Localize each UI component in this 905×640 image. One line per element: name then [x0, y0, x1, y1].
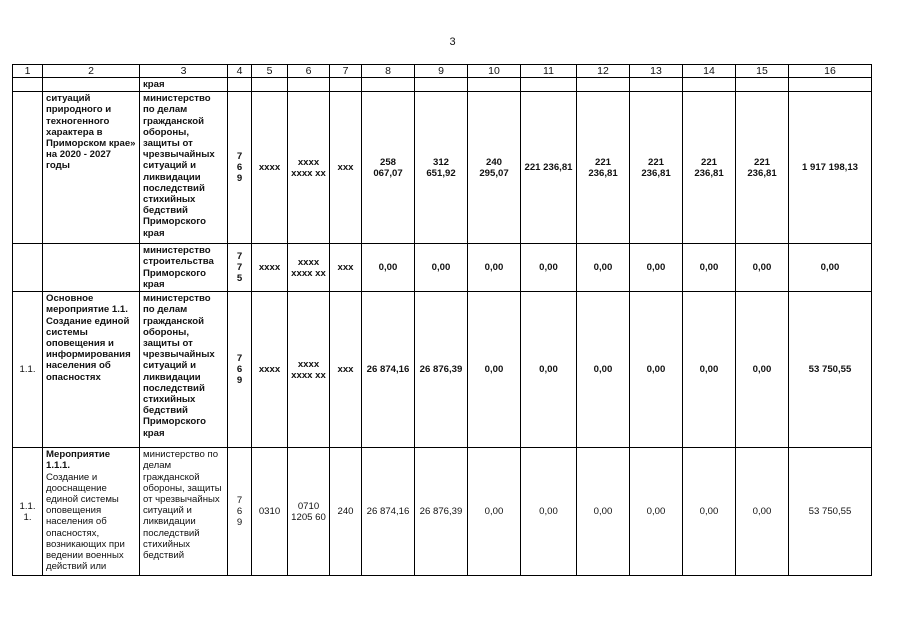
total-value-cell: 1 917 198,13 — [789, 92, 872, 244]
grbs-digit: 7 — [236, 150, 243, 162]
grbs-code-cell — [228, 244, 252, 292]
table-row — [13, 244, 872, 292]
section-code-cell: 0310 — [252, 448, 288, 576]
year-value-cell: 0,00 — [468, 448, 521, 576]
header-cell: 7 — [330, 65, 362, 78]
year-value-cell: 0,00 — [468, 292, 521, 448]
header-cell: 14 — [683, 65, 736, 78]
table-row — [13, 92, 872, 244]
header-cell: 6 — [288, 65, 330, 78]
year-value-cell — [415, 78, 468, 92]
header-cell: 12 — [577, 65, 630, 78]
year-value-cell: 0,00 — [683, 292, 736, 448]
year-value-cell: 0,00 — [415, 244, 468, 292]
year-value-cell: 221 236,81 — [736, 92, 789, 244]
header-cell: 5 — [252, 65, 288, 78]
grbs-digit: 7 — [236, 250, 243, 262]
grbs-digit: 9 — [236, 375, 243, 387]
header-cell: 3 — [140, 65, 228, 78]
year-value-cell: 0,00 — [577, 448, 630, 576]
executor-cell: министерство по делам гражданской обороны, защиты от чрезвычайных ситуаций и ликвидации последствий стихийных бедствий — [140, 448, 228, 576]
grbs-digit: 7 — [236, 494, 243, 506]
year-value-cell: 221 236,81 — [577, 92, 630, 244]
target-code-cell: хххх хххх хх — [288, 244, 330, 292]
grbs-digit: 9 — [236, 173, 243, 185]
expense-type-cell: ххх — [330, 244, 362, 292]
header-cell: 9 — [415, 65, 468, 78]
year-value-cell: 0,00 — [736, 244, 789, 292]
grbs-code-cell — [228, 292, 252, 448]
year-value-cell: 0,00 — [630, 448, 683, 576]
table-row — [13, 292, 872, 448]
expense-type-cell: 240 — [330, 448, 362, 576]
expense-type-cell — [330, 78, 362, 92]
header-cell: 11 — [521, 65, 577, 78]
total-value-cell: 53 750,55 — [789, 448, 872, 576]
year-value-cell: 0,00 — [468, 244, 521, 292]
grbs-digit: 7 — [236, 262, 243, 274]
executor-cell: края — [140, 78, 228, 92]
executor-cell: министерство строительства Приморского края — [140, 244, 228, 292]
row-title-bold: Мероприятие 1.1.1. — [46, 449, 111, 472]
section-code-cell: хххх — [252, 292, 288, 448]
header-cell: 15 — [736, 65, 789, 78]
year-value-cell: 26 876,39 — [415, 292, 468, 448]
row-title-cell — [43, 78, 140, 92]
row-number-cell: 1.1. 1. — [13, 448, 43, 576]
row-title-bold: Основное мероприятие 1.1. — [46, 293, 128, 316]
row-title-text: Создание единой системы оповещения и информирования населения об опасностях — [46, 315, 131, 383]
year-value-cell: 240 295,07 — [468, 92, 521, 244]
year-value-cell — [736, 78, 789, 92]
grbs-digit: 6 — [236, 162, 243, 174]
grbs-code-cell — [228, 92, 252, 244]
header-cell: 10 — [468, 65, 521, 78]
grbs-digit: 5 — [236, 273, 243, 285]
grbs-digit: 7 — [236, 352, 243, 364]
year-value-cell: 312 651,92 — [415, 92, 468, 244]
year-value-cell: 221 236,81 — [521, 92, 577, 244]
section-code-cell — [252, 78, 288, 92]
year-value-cell: 0,00 — [362, 244, 415, 292]
executor-cell: министерство по делам гражданской обороны, защиты от чрезвычайных ситуаций и ликвидации последствий стихийных бедствий Приморского края — [140, 292, 228, 448]
total-value-cell: 0,00 — [789, 244, 872, 292]
section-code-cell: хххх — [252, 244, 288, 292]
budget-table — [12, 64, 872, 576]
year-value-cell: 26 874,16 — [362, 292, 415, 448]
grbs-digit: 6 — [236, 364, 243, 376]
year-value-cell — [577, 78, 630, 92]
row-title-cell — [43, 292, 140, 448]
year-value-cell: 0,00 — [736, 292, 789, 448]
header-cell: 16 — [789, 65, 872, 78]
year-value-cell: 26 876,39 — [415, 448, 468, 576]
total-value-cell — [789, 78, 872, 92]
row-number-cell — [13, 78, 43, 92]
executor-cell: министерство по делам гражданской обороны, защиты от чрезвычайных ситуаций и ликвидации последствий стихийных бедствий Приморского края — [140, 92, 228, 244]
table-row — [13, 448, 872, 576]
header-row — [13, 65, 872, 78]
header-cell: 2 — [43, 65, 140, 78]
grbs-digit: 9 — [236, 517, 243, 529]
target-code-cell: 0710 1205 60 — [288, 448, 330, 576]
year-value-cell: 0,00 — [577, 244, 630, 292]
header-cell: 13 — [630, 65, 683, 78]
year-value-cell: 221 236,81 — [683, 92, 736, 244]
year-value-cell: 0,00 — [521, 448, 577, 576]
year-value-cell: 0,00 — [630, 292, 683, 448]
grbs-code-cell — [228, 78, 252, 92]
row-title-text: Создание и дооснащение единой системы оповещения населения об опасностях, возникающих при ведении военных действий или — [46, 471, 125, 573]
year-value-cell — [468, 78, 521, 92]
header-cell: 4 — [228, 65, 252, 78]
year-value-cell — [362, 78, 415, 92]
row-title-cell — [43, 244, 140, 292]
year-value-cell: 26 874,16 — [362, 448, 415, 576]
year-value-cell: 221 236,81 — [630, 92, 683, 244]
target-code-cell: хххх хххх хх — [288, 92, 330, 244]
year-value-cell: 0,00 — [521, 292, 577, 448]
year-value-cell: 0,00 — [577, 292, 630, 448]
header-cell: 8 — [362, 65, 415, 78]
grbs-code-cell — [228, 448, 252, 576]
year-value-cell: 0,00 — [630, 244, 683, 292]
page-number: 3 — [449, 36, 456, 48]
total-value-cell: 53 750,55 — [789, 292, 872, 448]
year-value-cell: 258 067,07 — [362, 92, 415, 244]
year-value-cell: 0,00 — [736, 448, 789, 576]
year-value-cell — [683, 78, 736, 92]
expense-type-cell: ххх — [330, 292, 362, 448]
table-row — [13, 78, 872, 92]
row-number-cell — [13, 92, 43, 244]
header-cell: 1 — [13, 65, 43, 78]
year-value-cell: 0,00 — [683, 448, 736, 576]
section-code-cell: хххх — [252, 92, 288, 244]
target-code-cell: хххх хххх хх — [288, 292, 330, 448]
row-number-cell: 1.1. — [13, 292, 43, 448]
year-value-cell: 0,00 — [521, 244, 577, 292]
row-number-cell — [13, 244, 43, 292]
expense-type-cell: ххх — [330, 92, 362, 244]
row-title-cell: ситуаций природного и техногенного характера в Приморском крае» на 2020 - 2027 годы — [43, 92, 140, 244]
year-value-cell: 0,00 — [683, 244, 736, 292]
grbs-digit: 6 — [236, 506, 243, 518]
year-value-cell — [521, 78, 577, 92]
target-code-cell — [288, 78, 330, 92]
year-value-cell — [630, 78, 683, 92]
row-title-cell — [43, 448, 140, 576]
